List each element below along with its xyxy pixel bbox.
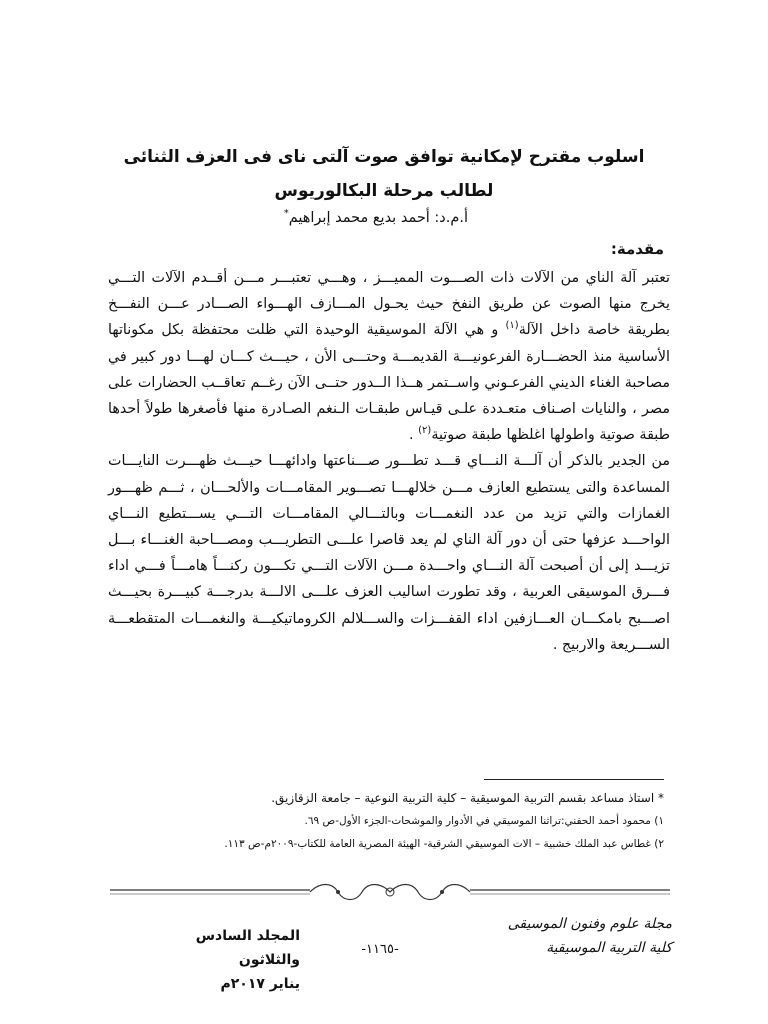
journal-name: مجلة علوم وفنون الموسيقى [507,916,672,932]
faculty-name: كلية التربية الموسيقية [546,940,672,956]
paragraph-2: من الجدير بالذكر أن آلـــة النـــاي قـــد تطـــور صـــناعتها وادائهـــا حيـــث ظهـــرت النايـــات المساعدة والتى يستطيع العازف مـــن خلالهـــا تصـــوير المقامـــات والألحـــان ، ثـــم ظهـــور الغمازات والتي تزيد من عدد النغمـــات وبالتـــالي المقامـــات التـــي يســـتطيع النـــاي الواحـــد عزفها حتى أن دور آلة الناي لم يعد قاصرا علـــى التطريـــب ومصـــاحبة الغنـــاء بـــل تزيـــد إلى أن أصبحت آلة النـــاي واحـــدة مـــن الآلات التـــي تكـــون ركنـــاً هامـــاً فـــي اداء فـــرق الموسيقى العربية ، وقد تطورت اساليب العزف علـــى الالـــة بدرجـــة كبيـــرة بحيـــث اصـــبح بامكـــان العـــازفين اداء القفـــزات والســـلالم الكروماتيكيـــة والنغمـــات المتقطعـــة الســـريعة والاربيج . [108,453,670,653]
author-line [284,208,468,226]
footnote-separator [484,779,664,780]
page-number: -١١٦٥- [361,942,399,957]
author-name: أ.م.د: أحمد بديع محمد إبراهيم [288,209,468,226]
body-text [108,265,670,658]
author-footnote-mark: * [283,208,289,219]
page-footer [0,880,768,992]
paragraph-1-part-1: تعتبر آلة الناي من الآلات ذات الصـــوت المميـــز ، وهـــي تعتبـــر مـــن أقــدم الآلات التـــي يخرج منها الصوت عن طريق النفخ حيث يحـول المـــازف الهـــواء الصـــادر عـــن النفـــخ بطريقة خاصة داخل الآلة [108,270,670,339]
footnote-author: * استاذ مساعد بقسم التربية الموسيقية – كلية التربية النوعية – جامعة الزقازيق. [271,791,664,805]
footnote-ref-1: (١) [505,320,519,332]
footnote-1: ١) محمود أحمد الحفني:تراثنا الموسيقي في الأدوار والموشحات-الجزء الأول-ص ٦٩. [304,815,664,827]
section-heading: مقدمة: [610,240,664,258]
volume-info [140,924,300,996]
title-line-2: لطالب مرحلة البكالوريوس [274,181,494,201]
paragraph-1-part-2: و هي الآلة الموسيقية الوحيدة التي ظلت محتفظة بكل مكوناتها الأساسية منذ الحضـــارة الفرعونيـــة القديمـــة وحتـــى الأن ، حيـــث كـــان لهـــا دور كبير في مصاحبة الغناء الديني الفرعـوني واســتمر هــذا الــدور حتــى الآن رغــم تعاقــب الحضارات على مصر ، والنايات اصـناف متعـددة علـى قيـاس طبقـات الـنغم الصـادرة منها فأصغرها طولاً أحدها طبقة صوتية واطولها اغلظها طبقة صوتية [108,322,670,444]
footnote-ref-2: (٢) [418,425,432,437]
footnote-2: ٢) غطاس عبد الملك خشبية – الات الموسيقي الشرقية- الهيئة المصرية العامة للكتاب-٢٠٠٩م-ص ١١٣. [224,838,664,850]
paragraph-1-part-3: . [409,427,419,444]
ornament-divider [110,880,670,910]
paragraph-1 [108,265,670,448]
volume-label: المجلد السادس والثلاثون [195,928,300,968]
title-line-1: اسلوب مقترح لإمكانية توافق صوت آلتى ناى فى العزف الثنائى [123,147,645,167]
journal-logo-text [482,912,672,960]
issue-date: يناير ٢٠١٧م [220,976,300,992]
paper-title [120,140,648,208]
footnotes [104,790,664,859]
